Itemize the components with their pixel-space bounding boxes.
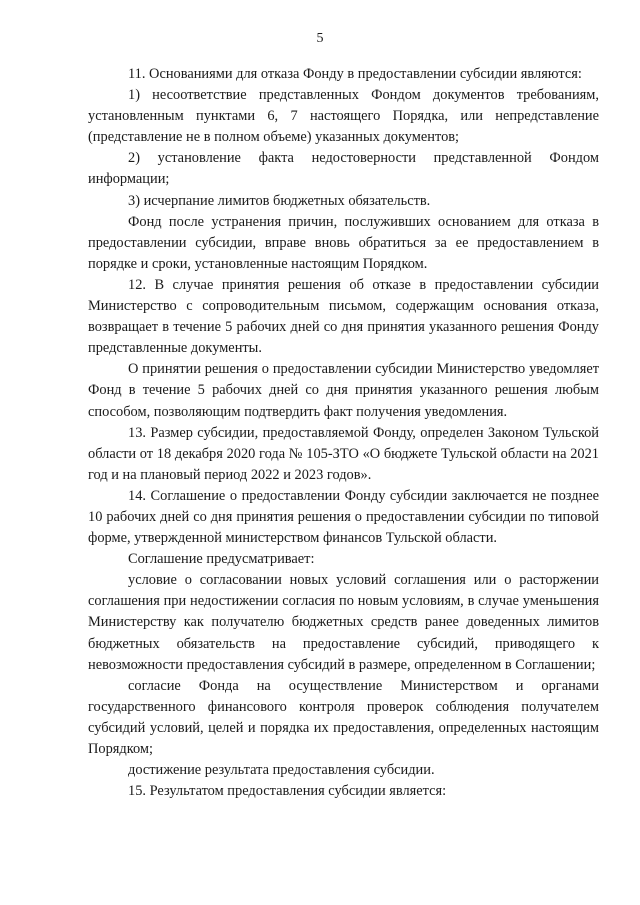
agreement-provision-2: согласие Фонда на осуществление Министерством и органами государственного финансового контроля проверок соблюдения получателем субсидий условий, целей и порядка их предоставления, определенных настоящим Порядком;	[88, 677, 599, 757]
document-body	[88, 64, 599, 802]
paragraph-11: 11. Основаниями для отказа Фонду в предоставлении субсидии являются:	[128, 66, 582, 82]
paragraph-12-note: О принятии решения о предоставлении субсидии Министерство уведомляет Фонд в течение 5 рабочих дней со дня принятия указанного решения любым способом, позволяющим подтвердить факт получения уведомления.	[88, 361, 599, 420]
paragraph-11-note: Фонд после устранения причин, послуживших основанием для отказа в предоставлении субсидии, вправе вновь обратиться за ее предоставлением в порядке и сроки, установленные настоящим Порядком.	[88, 213, 599, 272]
agreement-provision-3: достижение результата предоставления субсидии.	[128, 762, 435, 779]
paragraph-11-item-3: 3) исчерпание лимитов бюджетных обязательств.	[128, 192, 431, 209]
paragraph-12: 12. В случае принятия решения об отказе в предоставлении субсидии Министерство с сопроводительным письмом, содержащим основания отказа, возвращает в течение 5 рабочих дней со дня принятия указанного решения Фонду представленные документы.	[88, 276, 599, 357]
agreement-provisions-heading: Соглашение предусматривает:	[128, 551, 315, 568]
paragraph-14: 14. Соглашение о предоставлении Фонду субсидии заключается не позднее 10 рабочих дней со дня принятия решения о предоставлении субсидии по типовой форме, утвержденной министерством финансов Тульской области.	[88, 487, 599, 547]
paragraph-11-item-1: 1) несоответствие представленных Фондом документов требованиям, установленным пунктами 6, 7 настоящего Порядка, или непредставление (представление не в полном объеме) указанных документов;	[88, 87, 599, 146]
agreement-provision-1: условие о согласовании новых условий соглашения или о расторжении соглашения при недостижении согласия по новым условиям, в случае уменьшения Министерству как получателю бюджетных средств ранее доведенных лимитов бюджетных обязательств на предоставление субсидий, приводящего к невозможности предоставления субсидий в размере, определенном в Соглашении;	[88, 572, 599, 673]
paragraph-15: 15. Результатом предоставления субсидии является:	[128, 783, 447, 800]
paragraph-13: 13. Размер субсидии, предоставляемой Фонду, определен Законом Тульской области от 18 декабря 2020 года № 105-ЗТО «О бюджете Тульской области на 2021 год и на плановый период 2022 и 2023 годов».	[88, 424, 599, 483]
paragraph-11-item-2: 2) установление факта недостоверности представленной Фондом информации;	[88, 150, 599, 188]
page-number: 5	[316, 31, 324, 46]
